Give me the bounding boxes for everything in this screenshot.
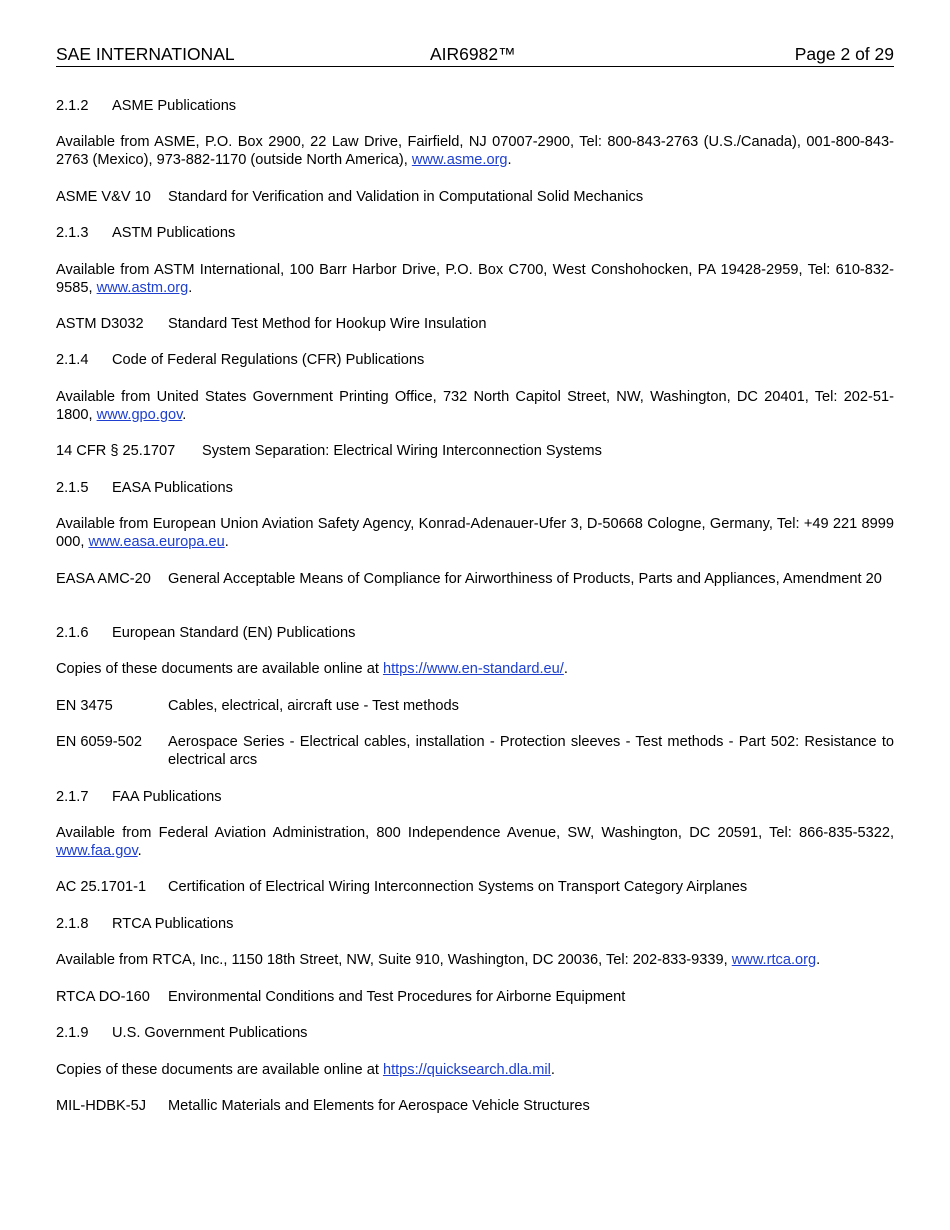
- section-number: 2.1.3: [56, 225, 89, 241]
- section-title: EASA Publications: [112, 480, 233, 496]
- section-number: 2.1.8: [56, 916, 89, 932]
- rtca-link[interactable]: www.rtca.org: [731, 952, 817, 968]
- availability-text: Available from RTCA, Inc., 1150 18th Street, NW, Suite 910, Washington, DC 20036, Tel: 202-833-9339,: [56, 952, 732, 968]
- page-header: [56, 44, 894, 67]
- section-number: 2.1.2: [56, 98, 89, 114]
- availability-paragraph: Available from RTCA, Inc., 1150 18th Street, NW, Suite 910, Washington, DC 20036, Tel: 202-833-9339, www.rtca.org.: [56, 952, 821, 968]
- availability-paragraph: Copies of these documents are available online at https://www.en-standard.eu/.: [56, 661, 568, 677]
- section-title: U.S. Government Publications: [112, 1025, 308, 1041]
- availability-text: Available from ASME, P.O. Box 2900, 22 Law Drive, Fairfield, NJ 07007-2900, Tel: 800-843-2763 (U.S./Canada), 001-800-843-2763 (Mexico), 973-882-1170 (outside North America),: [56, 134, 894, 168]
- reference-code: AC 25.1701-1: [56, 879, 147, 895]
- section-number: 2.1.4: [56, 352, 89, 368]
- availability-paragraph: Available from European Union Aviation Safety Agency, Konrad-Adenauer-Ufer 3, D-50668 Cologne, Germany, Tel: +49 221 8999 000, www.easa.europa.eu.: [56, 516, 894, 550]
- section-heading: [56, 916, 894, 934]
- reference-title: Aerospace Series - Electrical cables, installation - Protection sleeves - Test methods - Part 502: Resistance to electrical arcs: [168, 734, 894, 768]
- section-title: Code of Federal Regulations (CFR) Publications: [112, 352, 425, 368]
- section-title: RTCA Publications: [112, 916, 234, 932]
- availability-text: Available from United States Government Printing Office, 732 North Capitol Street, NW, Washington, DC 20401, Tel: 202-51-1800,: [56, 389, 894, 423]
- availability-text: Copies of these documents are available online at: [56, 661, 383, 677]
- astm-link[interactable]: www.astm.org: [96, 279, 189, 296]
- availability-paragraph: Copies of these documents are available online at https://quicksearch.dla.mil.: [56, 1062, 555, 1078]
- reference-entry: [56, 989, 894, 1007]
- availability-text: Available from ASTM International, 100 Barr Harbor Drive, P.O. Box C700, West Conshohocken, PA 19428-2959, Tel: 610-832-9585,: [56, 262, 894, 296]
- section-number: 2.1.9: [56, 1025, 89, 1041]
- reference-entry: [56, 316, 894, 334]
- section-title: FAA Publications: [112, 789, 222, 805]
- reference-code: RTCA DO-160: [56, 989, 150, 1005]
- faa-link[interactable]: www.faa.gov: [56, 842, 138, 859]
- reference-entry: [56, 1098, 894, 1116]
- section-heading: [56, 625, 894, 643]
- reference-entry: [56, 571, 894, 589]
- reference-code: EN 3475: [56, 698, 113, 714]
- easa-link[interactable]: www.easa.europa.eu: [88, 533, 225, 550]
- header-page-number: Page 2 of 29: [794, 44, 894, 64]
- section-heading: [56, 98, 894, 116]
- reference-code: ASTM D3032: [56, 316, 144, 332]
- reference-code: EASA AMC-20: [56, 571, 151, 587]
- section-heading: [56, 352, 894, 370]
- section-number: 2.1.5: [56, 480, 89, 496]
- availability-paragraph: Available from ASME, P.O. Box 2900, 22 Law Drive, Fairfield, NJ 07007-2900, Tel: 800-843-2763 (U.S./Canada), 001-800-843-2763 (Mexico), 973-882-1170 (outside North America), www.asme.org.: [56, 134, 894, 168]
- section-heading: [56, 1025, 894, 1043]
- dla-quicksearch-link[interactable]: https://quicksearch.dla.mil: [382, 1062, 551, 1078]
- asme-link[interactable]: www.asme.org: [411, 151, 508, 168]
- header-org: SAE INTERNATIONAL: [56, 44, 235, 64]
- reference-title: Standard for Verification and Validation in Computational Solid Mechanics: [168, 189, 644, 205]
- reference-title: System Separation: Electrical Wiring Interconnection Systems: [202, 443, 602, 459]
- reference-title: Certification of Electrical Wiring Interconnection Systems on Transport Category Airplanes: [168, 879, 748, 895]
- reference-title: Standard Test Method for Hookup Wire Insulation: [168, 316, 487, 332]
- availability-paragraph: Available from Federal Aviation Administration, 800 Independence Avenue, SW, Washington, DC 20591, Tel: 866-835-5322, www.faa.gov.: [56, 825, 894, 859]
- reference-title: General Acceptable Means of Compliance for Airworthiness of Products, Parts and Appliances, Amendment 20: [168, 571, 882, 587]
- section-title: European Standard (EN) Publications: [112, 625, 356, 641]
- availability-text: Available from European Union Aviation Safety Agency, Konrad-Adenauer-Ufer 3, D-50668 Cologne, Germany, Tel: +49 221 8999 000,: [56, 516, 894, 550]
- reference-title: Environmental Conditions and Test Procedures for Airborne Equipment: [168, 989, 626, 1005]
- section-title: ASTM Publications: [112, 225, 236, 241]
- section-heading: [56, 789, 894, 807]
- section-number: 2.1.6: [56, 625, 89, 641]
- section-title: ASME Publications: [112, 98, 237, 114]
- availability-text: Copies of these documents are available online at: [56, 1062, 383, 1078]
- reference-title: Metallic Materials and Elements for Aerospace Vehicle Structures: [168, 1098, 590, 1114]
- availability-paragraph: Available from United States Government Printing Office, 732 North Capitol Street, NW, Washington, DC 20401, Tel: 202-51-1800, www.gpo.gov.: [56, 389, 894, 423]
- reference-code: EN 6059-502: [56, 734, 143, 750]
- reference-code: 14 CFR § 25.1707: [56, 443, 176, 459]
- reference-title: Cables, electrical, aircraft use - Test methods: [168, 698, 459, 714]
- availability-paragraph: Available from ASTM International, 100 Barr Harbor Drive, P.O. Box C700, West Conshohocken, PA 19428-2959, Tel: 610-832-9585, www.astm.org.: [56, 262, 894, 296]
- reference-entry: [56, 189, 894, 207]
- availability-text: Available from Federal Aviation Administration, 800 Independence Avenue, SW, Washington, DC 20591, Tel: 866-835-5322,: [56, 825, 894, 841]
- reference-entry: [56, 443, 894, 461]
- header-doc-number: AIR6982™: [430, 44, 516, 64]
- gpo-link[interactable]: www.gpo.gov: [96, 406, 183, 423]
- section-heading: [56, 480, 894, 498]
- reference-entry: [56, 698, 894, 716]
- section-number: 2.1.7: [56, 789, 89, 805]
- reference-entry: [56, 879, 894, 897]
- en-standard-link[interactable]: https://www.en-standard.eu/: [382, 661, 564, 677]
- section-heading: [56, 225, 894, 243]
- reference-code: ASME V&V 10: [56, 189, 151, 205]
- reference-entry: [56, 734, 894, 769]
- reference-code: MIL-HDBK-5J: [56, 1098, 147, 1114]
